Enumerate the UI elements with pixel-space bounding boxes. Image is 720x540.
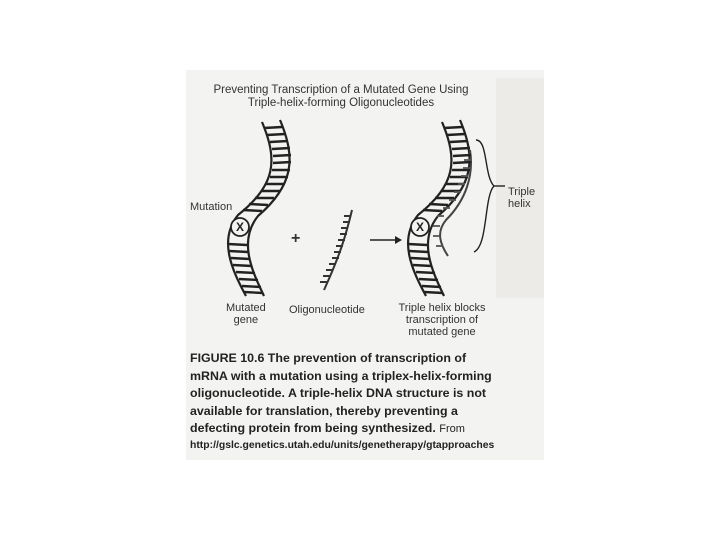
mutated-gene-strand [228, 120, 291, 296]
mutated-gene-label-line-1: Mutated [226, 302, 266, 314]
mutated-gene-label [226, 302, 266, 326]
oligonucleotide-label: Oligonucleotide [289, 304, 365, 316]
triple-helix-brace [474, 140, 494, 252]
diagram-title-line-1: Preventing Transcription of a Mutated Gene Using [213, 84, 469, 96]
blocks-label-line-3: mutated gene [408, 326, 476, 338]
oligonucleotide-strand [320, 210, 352, 290]
diagram-title-line-2: Triple-helix-forming Oligonucleotides [247, 97, 435, 109]
blocks-label-line-1: Triple helix blocks [398, 302, 486, 314]
triple-helix-label [508, 186, 535, 210]
triple-helix-strands [408, 120, 505, 296]
source-url: http://gslc.genetics.utah.edu/units/genetherapy/gtapproaches [190, 440, 495, 451]
plus-sign: + [291, 230, 301, 247]
mutated-gene-label-line-2: gene [233, 314, 259, 326]
caption-line-5-text: defecting protein from being synthesized. [190, 421, 436, 435]
triple-helix-label-line-2: helix [508, 198, 531, 210]
caption-line-4: available for translation, thereby preventing a [190, 403, 458, 418]
mutation-label: Mutation [190, 201, 233, 213]
caption-line-3: oligonucleotide. A triple-helix DNA structure is not [190, 386, 487, 400]
blocks-label-line-2: transcription of [405, 314, 479, 326]
reaction-arrow [370, 236, 402, 244]
caption-line-5 [190, 420, 510, 439]
figure-caption [190, 350, 510, 439]
caption-from: From [439, 423, 465, 435]
mutation-mark: X [235, 220, 245, 234]
triple-helix-label-line-1: Triple [508, 186, 536, 198]
mutation-mark-blocked: X [415, 220, 425, 234]
caption-line-1: FIGURE 10.6 The prevention of transcription of [190, 351, 467, 365]
caption-line-2: mRNA with a mutation using a triplex-helix-forming [190, 368, 492, 383]
blocks-transcription-label [389, 302, 495, 338]
